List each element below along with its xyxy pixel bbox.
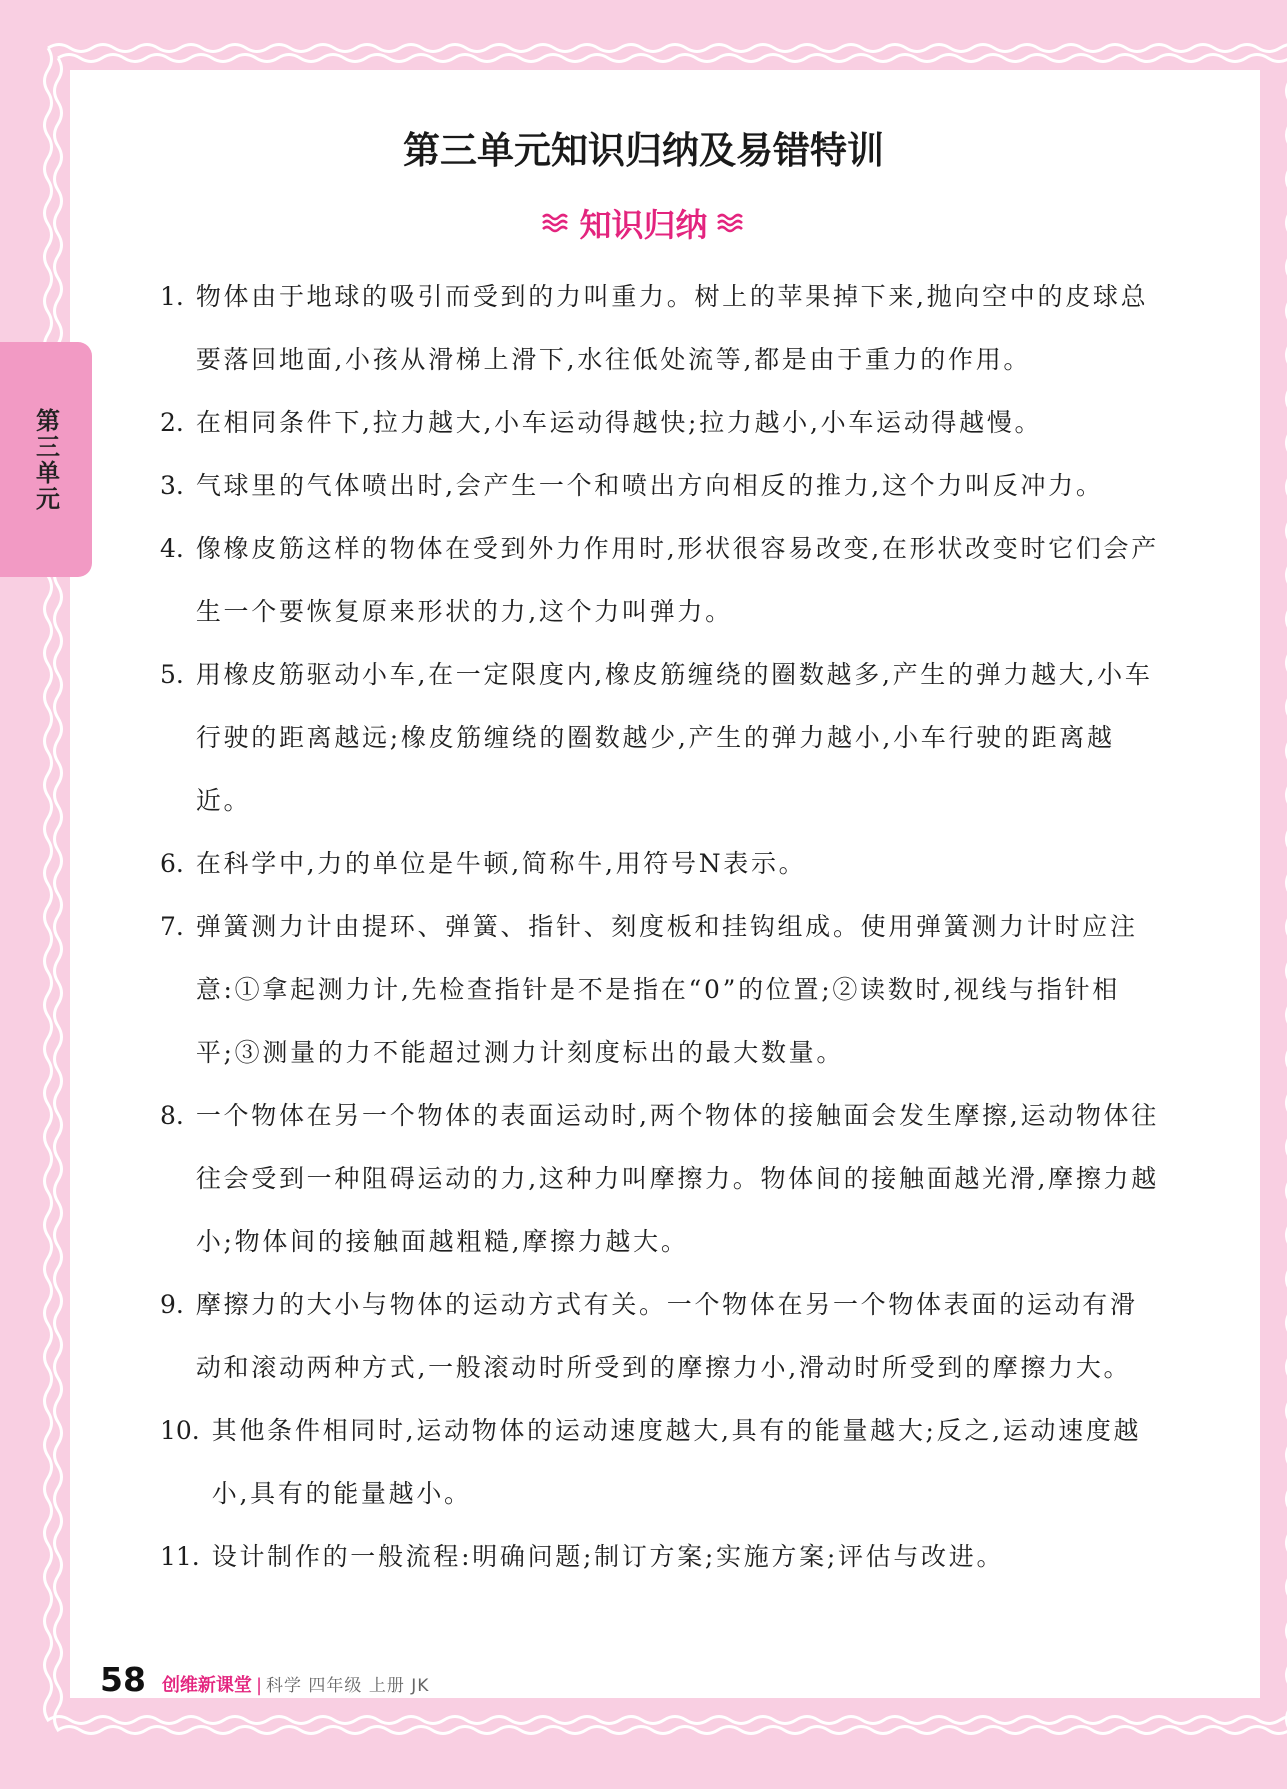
item-text: 在相同条件下,拉力越大,小车运动得越快;拉力越小,小车运动得越慢。 [195, 408, 1043, 437]
unit-side-tab [0, 342, 92, 577]
page-number: 58 [100, 1660, 146, 1699]
item-text: 像橡皮筋这样的物体在受到外力作用时,形状很容易改变,在形状改变时它们会产生一个要恢复原来形状的力,这个力叫弹力。 [195, 534, 1159, 626]
list-item [160, 895, 1160, 1084]
footer-separator: | [255, 1675, 263, 1696]
item-number: 1. [160, 282, 184, 311]
section-heading-label: 知识归纳 [579, 206, 708, 244]
item-number: 4. [160, 534, 184, 563]
brand-name: 创维新课堂 [161, 1675, 252, 1696]
list-item [160, 391, 1160, 454]
item-number: 2. [160, 408, 184, 437]
page-title: 第三单元知识归纳及易错特训 [403, 129, 884, 172]
item-text: 用橡皮筋驱动小车,在一定限度内,橡皮筋缠绕的圈数越多,产生的弹力越大,小车行驶的距离越远;橡皮筋缠绕的圈数越少,产生的弹力越小,小车行驶的距离越近。 [195, 660, 1153, 815]
list-item [160, 832, 1160, 895]
unit-side-tab-label: 第三单元 [31, 407, 60, 512]
item-number: 10. [160, 1416, 200, 1445]
item-text: 气球里的气体喷出时,会产生一个和喷出方向相反的推力,这个力叫反冲力。 [195, 471, 1104, 500]
item-text: 其他条件相同时,运动物体的运动速度越大,具有的能量越大;反之,运动速度越小,具有的能量越小。 [211, 1416, 1142, 1508]
item-text: 摩擦力的大小与物体的运动方式有关。一个物体在另一个物体表面的运动有滑动和滚动两种方式,一般滚动时所受到的摩擦力小,滑动时所受到的摩擦力大。 [195, 1290, 1138, 1382]
item-number: 8. [160, 1101, 184, 1130]
item-number: 5. [160, 660, 184, 689]
page-footer [100, 1660, 429, 1699]
list-item [160, 454, 1160, 517]
knowledge-list [160, 265, 1160, 1588]
list-item [160, 265, 1160, 391]
list-item [160, 643, 1160, 832]
list-item [160, 1273, 1160, 1399]
item-number: 3. [160, 471, 184, 500]
wavy-lines-icon [541, 211, 571, 235]
item-text: 设计制作的一般流程:明确问题;制订方案;实施方案;评估与改进。 [211, 1542, 1005, 1571]
item-text: 一个物体在另一个物体的表面运动时,两个物体的接触面会发生摩擦,运动物体往往会受到一种阻碍运动的力,这种力叫摩擦力。物体间的接触面越光滑,摩擦力越小;物体间的接触面越粗糙,摩擦力越大。 [195, 1101, 1159, 1256]
book-info: 科学 四年级 上册 JK [266, 1676, 430, 1696]
list-item [160, 1525, 1160, 1588]
list-item [160, 1399, 1160, 1525]
item-number: 6. [160, 849, 184, 878]
item-text: 在科学中,力的单位是牛顿,简称牛,用符号N表示。 [195, 849, 807, 878]
wavy-lines-icon [716, 211, 746, 235]
item-number: 11. [160, 1542, 200, 1571]
item-number: 9. [160, 1290, 184, 1319]
list-item [160, 517, 1160, 643]
item-text: 弹簧测力计由提环、弹簧、指针、刻度板和挂钩组成。使用弹簧测力计时应注意:①拿起测力计,先检查指针是不是指在“0”的位置;②读数时,视线与指针相平;③测量的力不能超过测力计刻度标出的最大数量。 [195, 912, 1138, 1067]
item-text: 物体由于地球的吸引而受到的力叫重力。树上的苹果掉下来,抛向空中的皮球总要落回地面,小孩从滑梯上滑下,水往低处流等,都是由于重力的作用。 [195, 282, 1149, 374]
item-number: 7. [160, 912, 184, 941]
section-heading [0, 200, 1287, 246]
list-item [160, 1084, 1160, 1273]
